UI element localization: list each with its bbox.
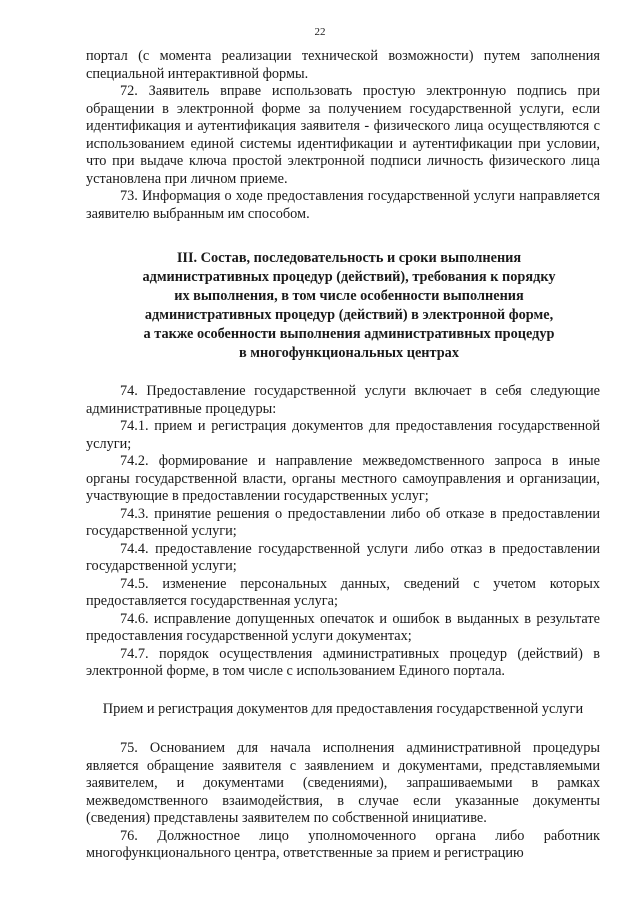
paragraph-72: 72. Заявитель вправе использовать простую электронную подпись при обращении в электронной форме за получением государственной услуги, если идентификация и аутентификация заявителя - физического лица осуществляются с использованием единой системы идентификации и аутентификации при условии, что при выдаче ключа простой электронной подписи личность физического лица установлена при личном приеме. [86, 83, 600, 187]
section-title-line: их выполнения, в том числе особенности выполнения [174, 288, 524, 304]
paragraph-76: 76. Должностное лицо уполномоченного органа либо работник многофункционального центра, ответственные за прием и регистрацию [86, 827, 600, 861]
paragraph-74-2: 74.2. формирование и направление межведомственного запроса в иные органы государственной власти, органы местного самоуправления и организации, участвующие в предоставлении государственных услуг; [86, 453, 600, 504]
section-title-line: а также особенности выполнения административных процедур [143, 326, 555, 342]
page-number: 22 [314, 26, 326, 38]
section-title-line: административных процедур (действий) в электронной форме, [144, 307, 554, 323]
paragraph-74-6: 74.6. исправление допущенных опечаток и ошибок в выданных в результате предоставления государственной услуги документах; [86, 610, 600, 644]
paragraph-74-4: 74.4. предоставление государственной услуги либо отказ в предоставлении государственной услуги; [86, 540, 600, 574]
paragraph-74-5: 74.5. изменение персональных данных, сведений с учетом которых предоставляется государственная услуга; [86, 575, 600, 609]
section-title-line: III. Состав, последовательность и сроки выполнения [176, 250, 522, 266]
subsection-heading: Прием и регистрация документов для предоставления государственной услуги [102, 700, 584, 717]
paragraph-continuation: портал (с момента реализации технической возможности) путем заполнения специальной интерактивной формы. [86, 48, 600, 82]
document-body [86, 0, 600, 863]
section-title [86, 249, 600, 363]
paragraph-74-7: 74.7. порядок осуществления административных процедур (действий) в электронной форме, в том числе с использованием Единого портала. [86, 645, 600, 679]
paragraph-74: 74. Предоставление государственной услуги включает в себя следующие административные процедуры: [86, 383, 600, 417]
paragraph-75: 75. Основанием для начала исполнения административной процедуры является обращение заявителя с заявлением и документами, представляемыми заявителем, и документами (сведениями), запрашиваемыми в рамках межведомственного взаимодействия, в случае если указанные документы (сведения) представлены заявителем по собственной инициативе. [86, 740, 600, 826]
section-title-line: в многофункциональных центрах [239, 345, 459, 361]
paragraph-73: 73. Информация о ходе предоставления государственной услуги направляется заявителю выбранным им способом. [86, 188, 600, 222]
paragraph-74-1: 74.1. прием и регистрация документов для предоставления государственной услуги; [86, 418, 600, 452]
paragraph-74-3: 74.3. принятие решения о предоставлении либо об отказе в предоставлении государственной услуги; [86, 505, 600, 539]
section-title-line: административных процедур (действий), требования к порядку [142, 269, 556, 285]
